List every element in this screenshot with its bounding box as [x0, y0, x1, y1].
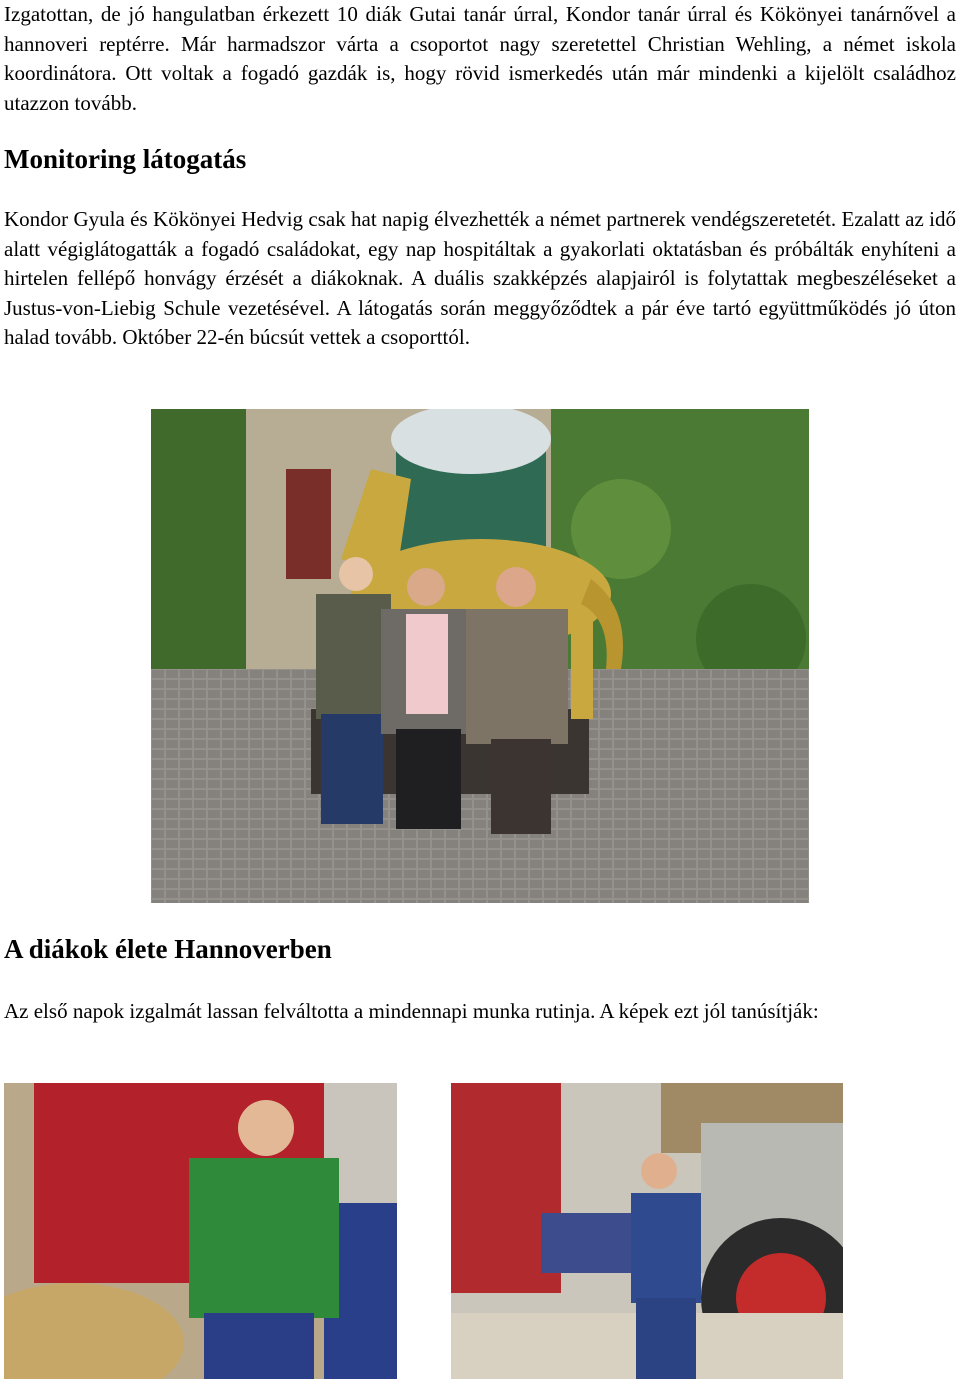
section-heading-monitoring: Monitoring látogatás [4, 144, 247, 174]
group-photo-golden-horse [151, 409, 809, 903]
student-green-jacket-photo [4, 1083, 397, 1379]
student-blue-overall-photo [451, 1083, 843, 1379]
intro-paragraph: Izgatottan, de jó hangulatban érkezett 10 diák Gutai tanár úrral, Kondor tanár úrral és Kökönyei tanárnővel a hannoveri reptérre. Már harmadszor várta a csoportot nagy szeretettel Christian Wehling, a német iskola koordinátora. Ott voltak a fogadó gazdák is, hogy rövid ismerkedés után már mindenki a kijelölt családhoz utazzon tovább. [4, 2, 956, 115]
students-life-paragraph: Az első napok izgalmát lassan felváltotta a mindennapi munka rutinja. A képek ezt jól tanúsítják: [4, 999, 819, 1023]
section-heading-students-life: A diákok élete Hannoverben [4, 934, 332, 964]
monitoring-paragraph: Kondor Gyula és Kökönyei Hedvig csak hat napig élvezhették a német partnerek vendégszeretetét. Ezalatt az idő alatt végiglátogatták a fogadó családokat, egy nap hospitáltak a gyakorlati oktatásban és próbálták enyhíteni a hirtelen fellépő honvágy érzését a diákoknak. A duális szakképzés alapjairól is folytattak megbeszéléseket a Justus-von-Liebig Schule vezetésével. A látogatás során meggyőződtek a pár éve tartó együttműködés jó úton halad tovább. Október 22-én búcsút vettek a csoporttól. [4, 207, 956, 349]
